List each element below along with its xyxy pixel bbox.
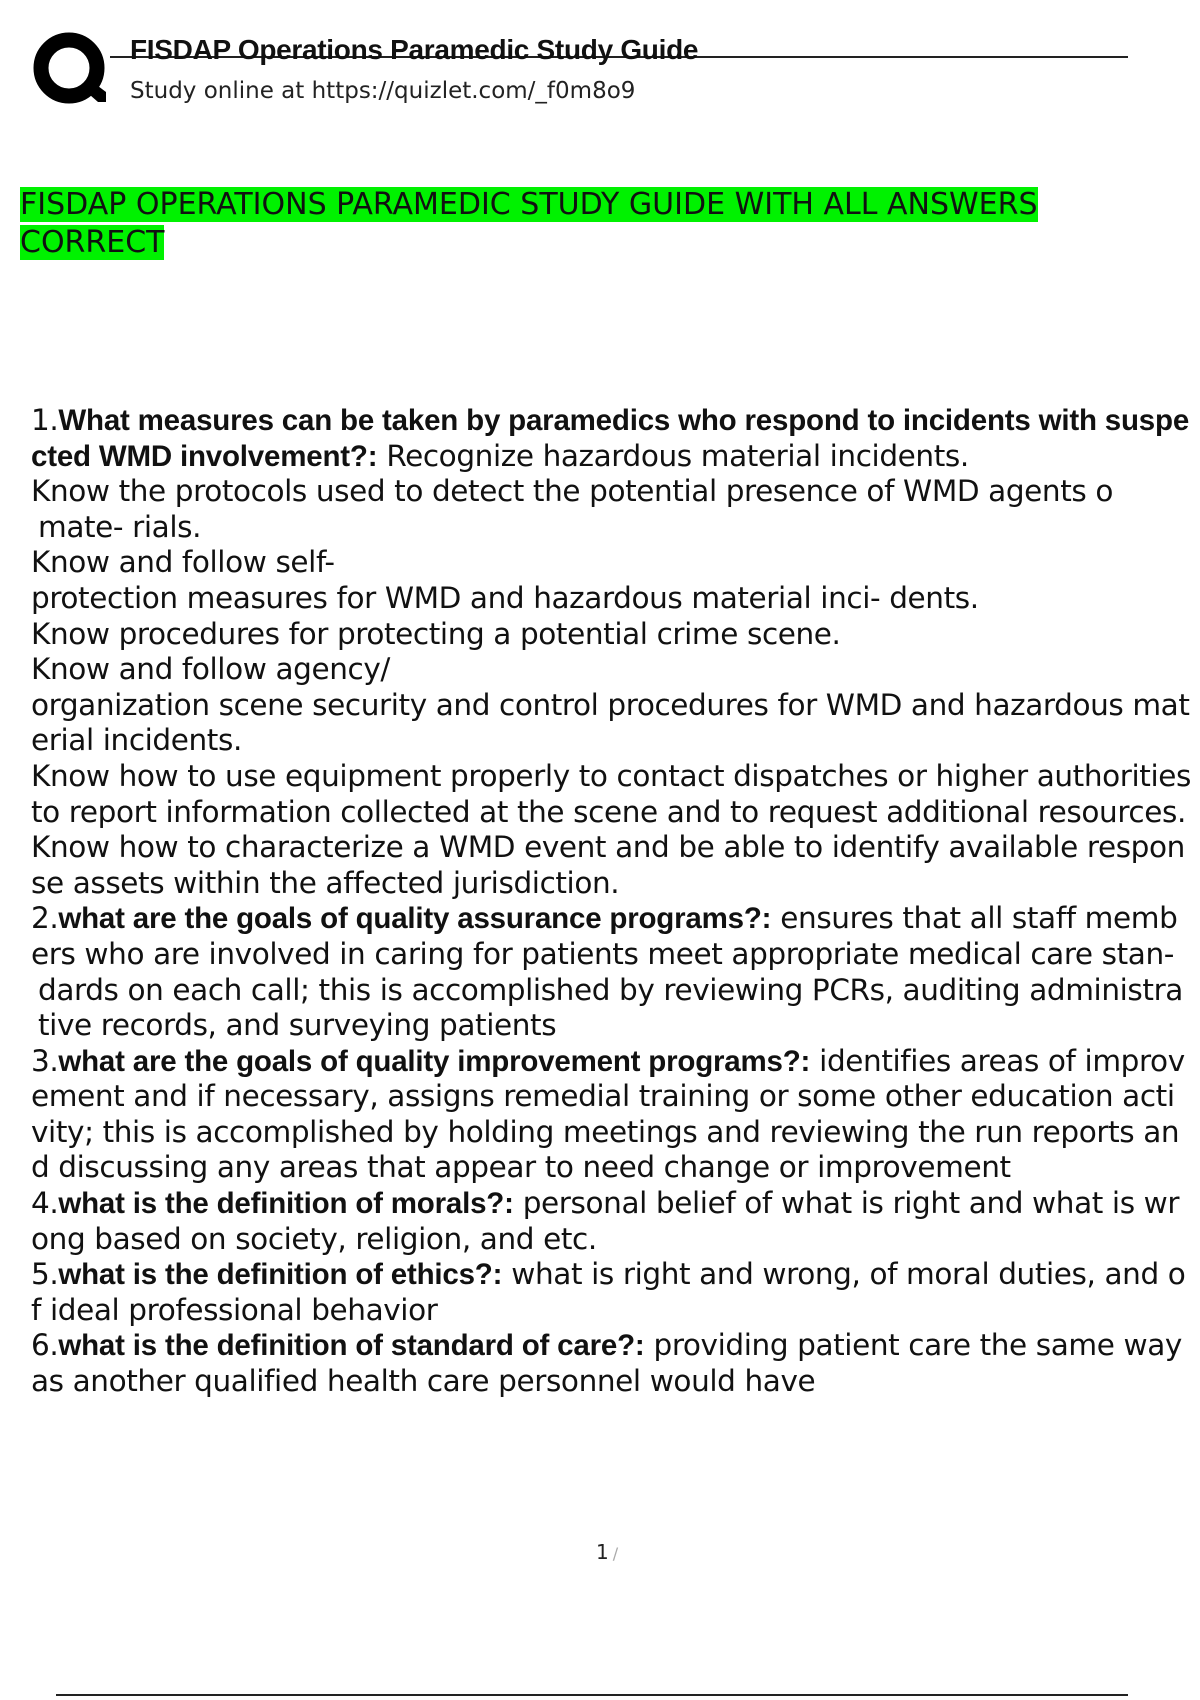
answer-line: Know and follow agency/ xyxy=(31,652,390,687)
answer-line: mate- rials. xyxy=(38,509,202,544)
answer-line: protection measures for WMD and hazardous material inci- dents. xyxy=(31,580,979,615)
answer-line: dards on each call; this is accomplished by reviewing PCRs, auditing administrative records, and surveying patients xyxy=(38,972,1183,1043)
question-text: what is the definition of standard of care?: xyxy=(58,1329,645,1363)
document-subtitle: Study online at https://quizlet.com/_f0m8o9 xyxy=(130,78,636,104)
question-text: what are the goals of quality improvement programs?: xyxy=(58,1044,811,1078)
page-number-value: 1 xyxy=(596,1540,609,1564)
question-number: 4. xyxy=(31,1186,59,1221)
answer-line: organization scene security and control procedures for WMD and hazardous material incidents. xyxy=(31,687,1190,758)
answer-line: Know how to characterize a WMD event and be able to identify available response assets within the affected jurisdiction. xyxy=(31,830,1185,900)
highlighted-banner xyxy=(20,186,1180,262)
qa-item xyxy=(31,1328,1191,1399)
qa-first-line xyxy=(31,1328,1191,1399)
banner-line-1: FISDAP OPERATIONS PARAMEDIC STUDY GUIDE WITH ALL ANSWERS xyxy=(20,187,1038,222)
qa-item xyxy=(31,1186,1191,1257)
question-number: 1. xyxy=(31,403,59,437)
qa-first-line xyxy=(31,1186,1191,1257)
document-title: FISDAP Operations Paramedic Study Guide xyxy=(130,34,699,65)
banner-line-2: CORRECT xyxy=(20,225,165,260)
question-number: 6. xyxy=(31,1328,59,1363)
question-number: 3. xyxy=(31,1043,59,1078)
answer-line: Know the protocols used to detect the potential presence of WMD agents o xyxy=(31,474,1113,509)
answer-text: personal belief of what is right and what is wrong based on society, religion, and etc. xyxy=(31,1186,1180,1256)
question-text: what are the goals of quality assurance programs?: xyxy=(58,902,772,936)
qa-list xyxy=(31,403,1191,1400)
qa-first-line xyxy=(31,1044,1191,1186)
answer-line: Know procedures for protecting a potential crime scene. xyxy=(31,616,841,651)
qa-item xyxy=(31,403,1191,901)
question-text: what is the definition of morals?: xyxy=(58,1187,514,1221)
answer-text: providing patient care the same way as another qualified health care personnel would have xyxy=(31,1328,1182,1399)
qa-item xyxy=(31,1257,1191,1328)
answer-text: ensures that all staff members who are involved in caring for patients meet appropriate medical care stan- xyxy=(31,901,1178,971)
question-text: What measures can be taken by paramedics who respond to incidents with suspected WMD involvement?: xyxy=(31,404,1190,473)
qa-item xyxy=(31,901,1191,1043)
qa-item xyxy=(31,1044,1191,1186)
answer-text: what is right and wrong, of moral duties, and of ideal professional behavior xyxy=(31,1257,1186,1327)
quizlet-logo-icon xyxy=(30,28,114,112)
question-number: 5. xyxy=(31,1257,59,1292)
footer-rule xyxy=(56,1694,1128,1696)
page-number xyxy=(596,1540,618,1564)
qa-first-line xyxy=(31,403,1191,474)
question-number: 2. xyxy=(31,901,59,936)
page-number-separator: / xyxy=(612,1544,619,1563)
qa-first-line xyxy=(31,1257,1191,1328)
qa-first-line xyxy=(31,901,1191,972)
answer-line: Know and follow self- xyxy=(31,545,335,580)
answer-line: Know how to use equipment properly to contact dispatches or higher authorities to report information collected at the scene and to request additional resources. xyxy=(31,758,1191,829)
question-text: what is the definition of ethics?: xyxy=(58,1258,503,1292)
answer-text: Recognize hazardous material incidents. xyxy=(386,438,969,473)
answer-text: identifies areas of improvement and if necessary, assigns remedial training or some other education activity; this is accomplished by holding meetings and reviewing the run reports and discussing any areas that appear to need change or improvement xyxy=(31,1043,1185,1185)
